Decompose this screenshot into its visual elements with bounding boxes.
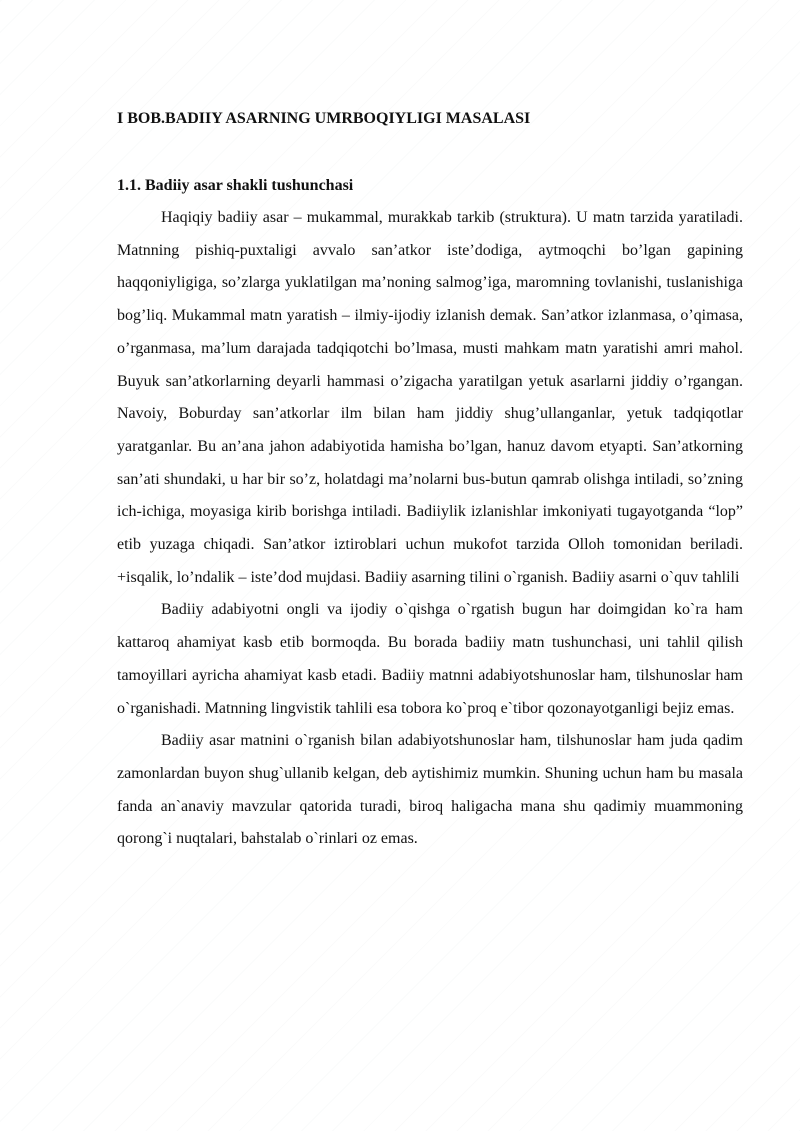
- paragraph-2: Badiiy adabiyotni ongli va ijodiy o`qishga o`rgatish bugun har doimgidan ko`ra ham kattaroq ahamiyat kasb etib bormoqda. Bu borada badiiy matn tushunchasi, uni tahlil qilish tamoyillari ayricha ahamiyat kasb etadi. Badiiy matnni adabiyotshunoslar ham, tilshunoslar ham o`rganishadi. Matnning lingvistik tahlili esa tobora ko`proq e`tibor qozonayotganligi bejiz emas.: [117, 601, 743, 717]
- paragraph-1: Haqiqiy badiiy asar – mukammal, murakkab tarkib (struktura). U matn tarzida yaratiladi. Matnning pishiq-puxtaligi avvalo san’atkor iste’dodiga, aytmoqchi bo’lgan gapining haqqoniyligiga, so’zlarga yuklatilgan ma’noning salmog’iga, maromning tovlanishi, tuslanishiga bog’liq. Mukammal matn yaratish – ilmiy-ijodiy izlanish demak. San’atkor izlanmasa, o’qimasa, o’rganmasa, ma’lum darajada tadqiqotchi bo’lmasa, musti mahkam matn yaratishi amri mahol. Buyuk san’atkorlarning deyarli hammasi o’zigacha yaratilgan yetuk asarlarni jiddiy o’rgangan. Navoiy, Boburday san’atkorlar ilm bilan ham jiddiy shug’ullanganlar, yetuk tadqiqotlar yaratganlar. Bu an’ana jahon adabiyotida hamisha bo’lgan, hanuz davom etyapti. San’atkorning san’ati shundaki, u har bir so’z, holatdagi ma’nolarni bus-butun qamrab olishga intiladi, so’zning ich-ichiga, moyasiga kirib borishga intiladi. Badiiylik izlanishlar imkoniyati tugayotganda “lop” etib yuzaga chiqadi. San’atkor iztiroblari uchun mukofot tarzida Olloh tomonidan beriladi. +isqalik, lo’ndalik – iste’dod mujdasi. Badiiy asarning tilini o`rganish. Badiiy asarni o`quv tahlili: [117, 209, 743, 586]
- section-title: 1.1. Badiiy asar shakli tushunchasi: [117, 177, 354, 194]
- paragraph-3: Badiiy asar matnini o`rganish bilan adabiyotshunoslar ham, tilshunoslar ham juda qadim zamonlardan buyon shug`ullanib kelgan, deb aytishimiz mumkin. Shuning uchun ham bu masala fanda an`anaviy mavzular qatorida turadi, biroq haligacha mana shu qadimiy muammoning qorong`i nuqtalari, bahstalab o`rinlari oz emas.: [117, 732, 743, 848]
- body-text: [117, 202, 743, 856]
- chapter-title: I BOB.BADIIY ASARNING UMRBOQIYLIGI MASALASI: [117, 110, 531, 127]
